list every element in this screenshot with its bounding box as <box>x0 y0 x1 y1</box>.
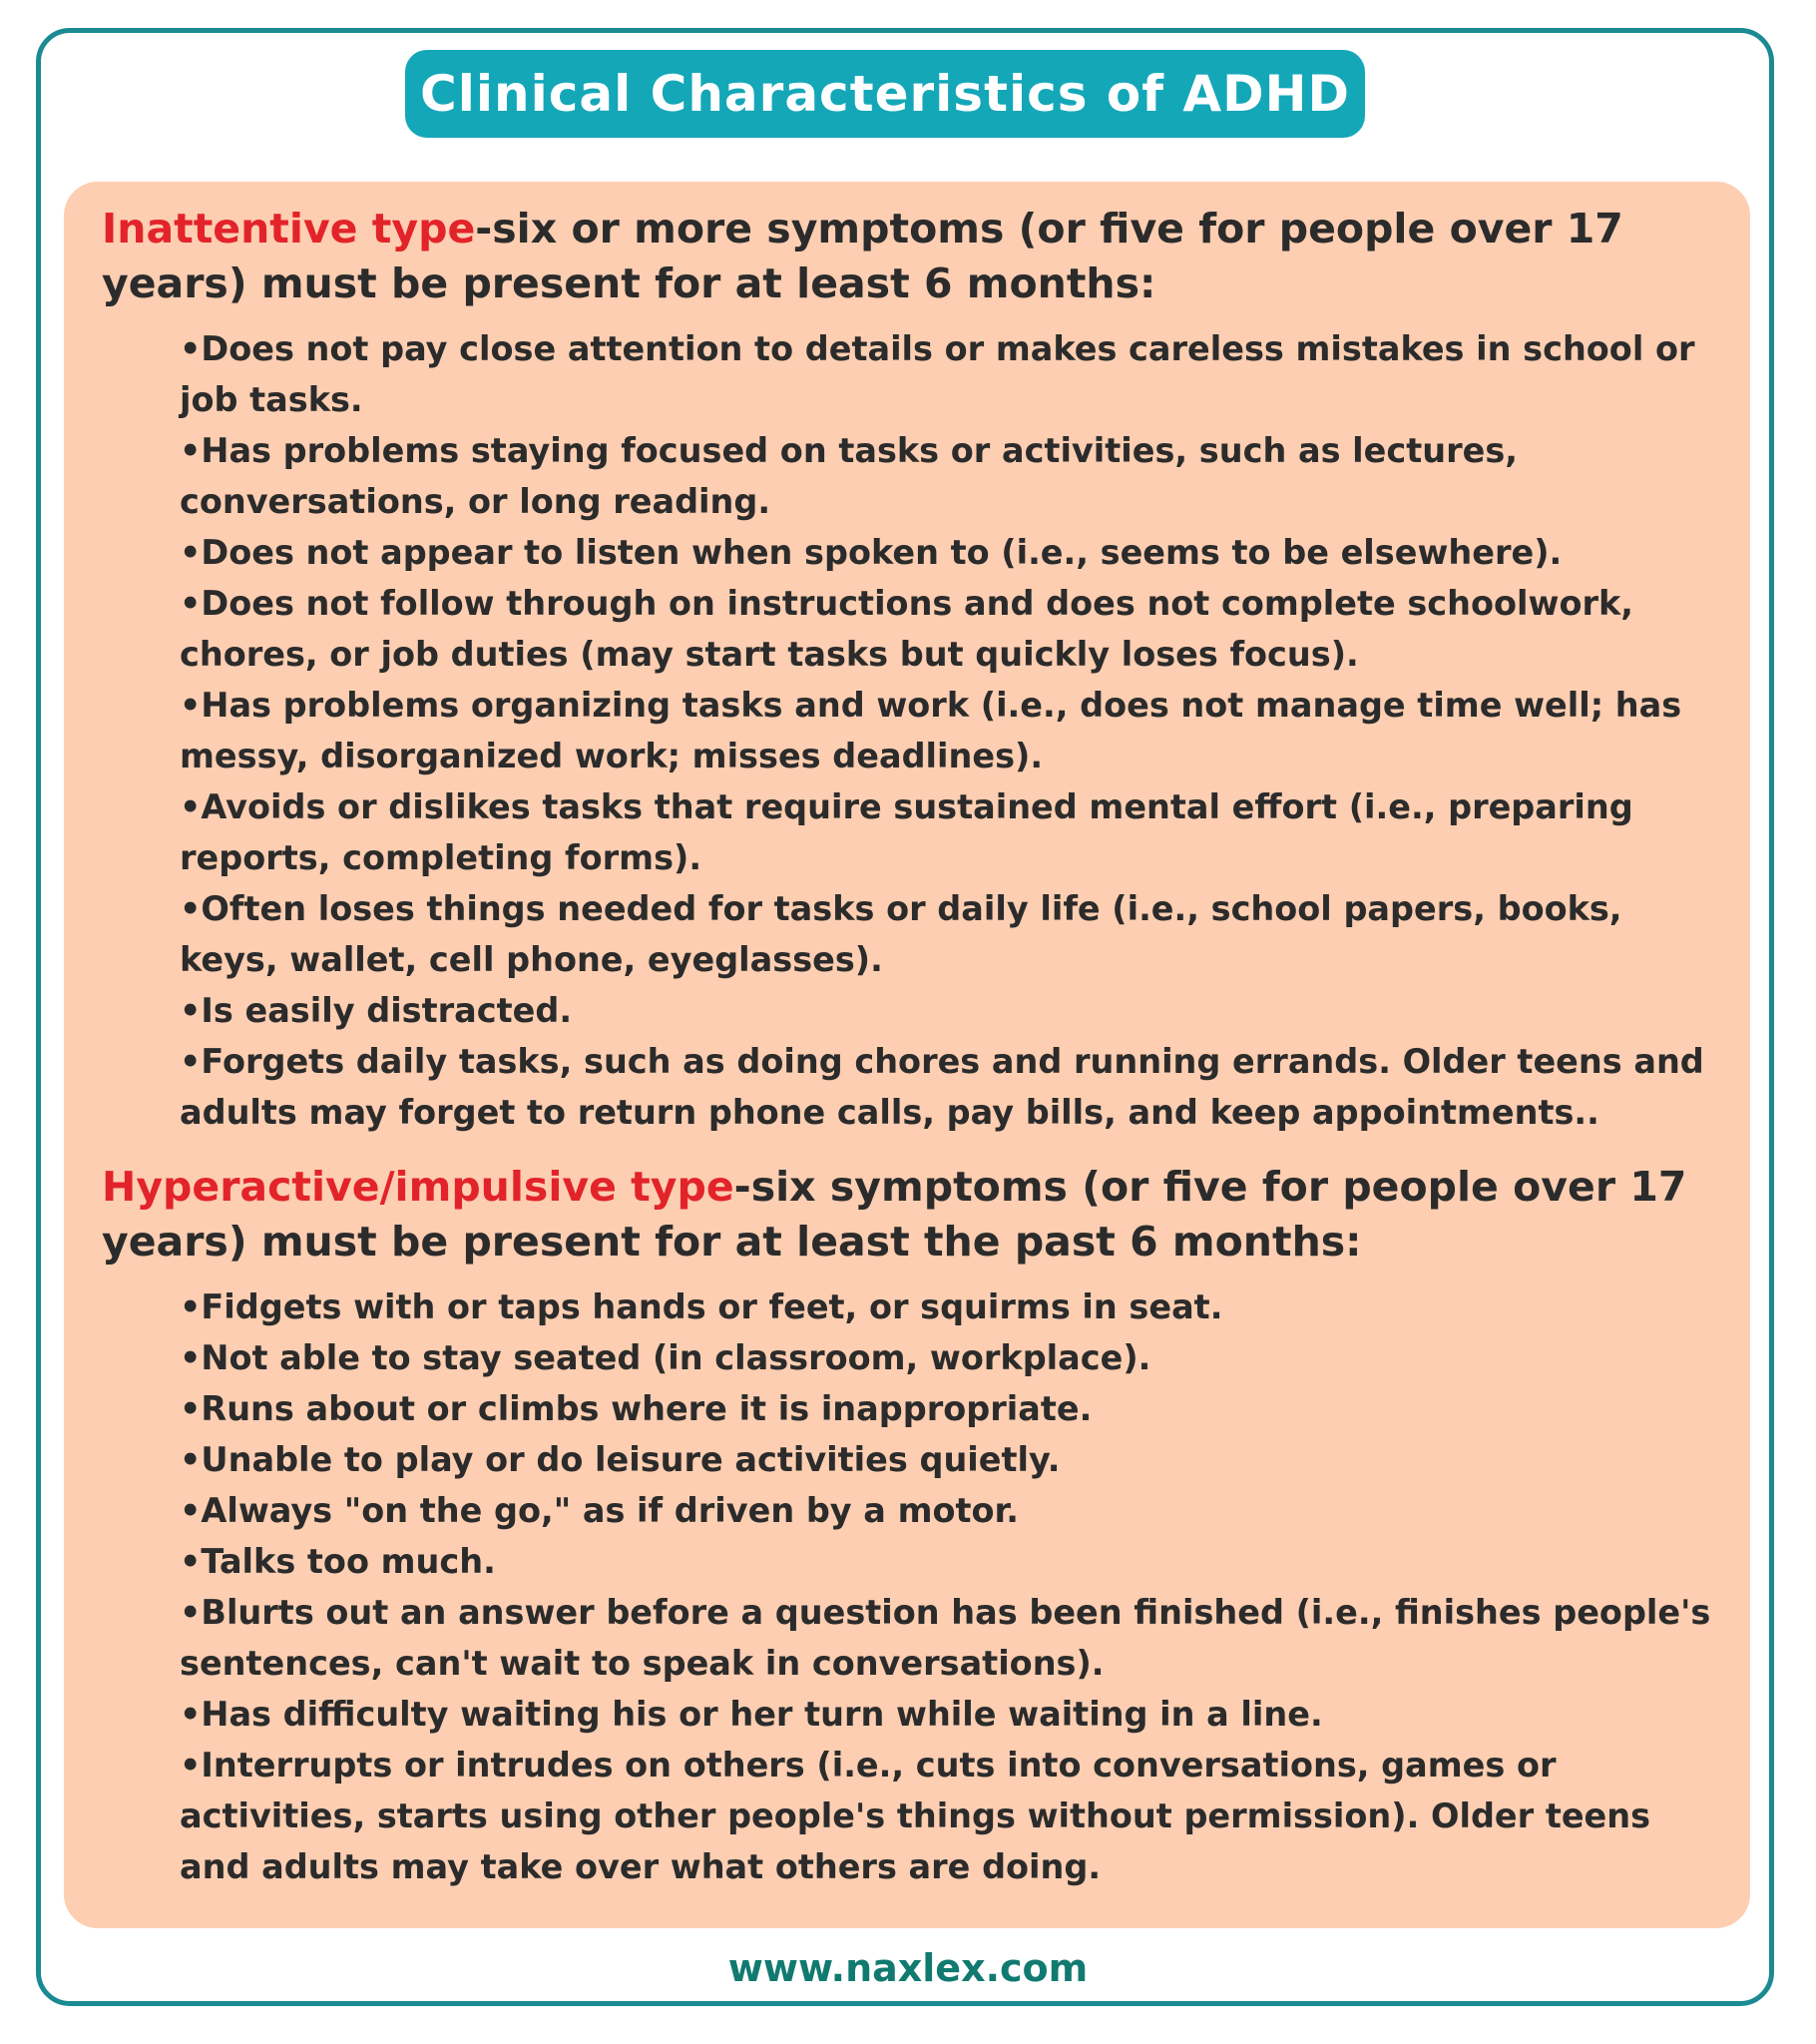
list-item: •Does not appear to listen when spoken to (i.e., seems to be elsewhere). <box>180 533 1563 572</box>
type-label: Hyperactive/impulsive type <box>102 1163 734 1211</box>
list-item: •Forgets daily tasks, such as doing chores and running errands. Older teens and adults may forget to return phone calls, pay bills, and keep appointments.. <box>180 1042 1704 1132</box>
footer-website: www.naxlex.com <box>727 1946 1089 1990</box>
list-item: •Interrupts or intrudes on others (i.e., cuts into conversations, games or activities, starts using other people's things without permission). Older teens and adults may take over what others are doing. <box>180 1746 1651 1886</box>
content-panel <box>64 182 1750 1928</box>
list-item: •Avoids or dislikes tasks that require sustained mental effort (i.e., preparing reports, completing forms). <box>180 787 1633 877</box>
list-item: •Has problems organizing tasks and work (i.e., does not manage time well; has messy, disorganized work; misses deadlines). <box>180 686 1682 775</box>
type-label: Inattentive type <box>102 205 476 253</box>
list-item: •Blurts out an answer before a question has been finished (i.e., finishes people's sentences, can't wait to speak in conversations). <box>180 1593 1711 1683</box>
list-item: •Always "on the go," as if driven by a motor. <box>180 1491 1020 1530</box>
section-heading <box>102 202 1720 311</box>
section-heading <box>102 1160 1720 1270</box>
section-hyperactive-impulsive <box>102 1160 1720 1892</box>
list-item: •Has problems staying focused on tasks or activities, such as lectures, conversations, or long reading. <box>180 431 1518 521</box>
symptom-list <box>102 323 1720 1138</box>
list-item: •Does not pay close attention to details or makes careless mistakes in school or job tasks. <box>180 329 1695 419</box>
page-title: Clinical Characteristics of ADHD <box>420 65 1350 123</box>
symptom-list <box>102 1281 1720 1892</box>
list-item: •Does not follow through on instructions and does not complete schoolwork, chores, or job duties (may start tasks but quickly loses focus). <box>180 584 1633 674</box>
list-item: •Unable to play or do leisure activities quietly. <box>180 1440 1061 1479</box>
list-item: •Talks too much. <box>180 1542 496 1581</box>
section-inattentive <box>102 202 1720 1138</box>
list-item: •Runs about or climbs where it is inappropriate. <box>180 1389 1093 1428</box>
list-item: •Not able to stay seated (in classroom, workplace). <box>180 1338 1151 1377</box>
list-item: •Has difficulty waiting his or her turn while waiting in a line. <box>180 1695 1323 1734</box>
list-item: •Often loses things needed for tasks or daily life (i.e., school papers, books, keys, wallet, cell phone, eyeglasses). <box>180 889 1622 979</box>
list-item: •Is easily distracted. <box>180 991 573 1030</box>
title-banner <box>405 50 1365 138</box>
heading-rest: -six or more symptoms (or five for people over 17 years) must be present for at least 6 months: <box>102 205 1623 307</box>
list-item: •Fidgets with or taps hands or feet, or squirms in seat. <box>180 1287 1223 1326</box>
heading-rest: -six symptoms (or five for people over 17 years) must be present for at least the past 6 months: <box>102 1163 1687 1266</box>
